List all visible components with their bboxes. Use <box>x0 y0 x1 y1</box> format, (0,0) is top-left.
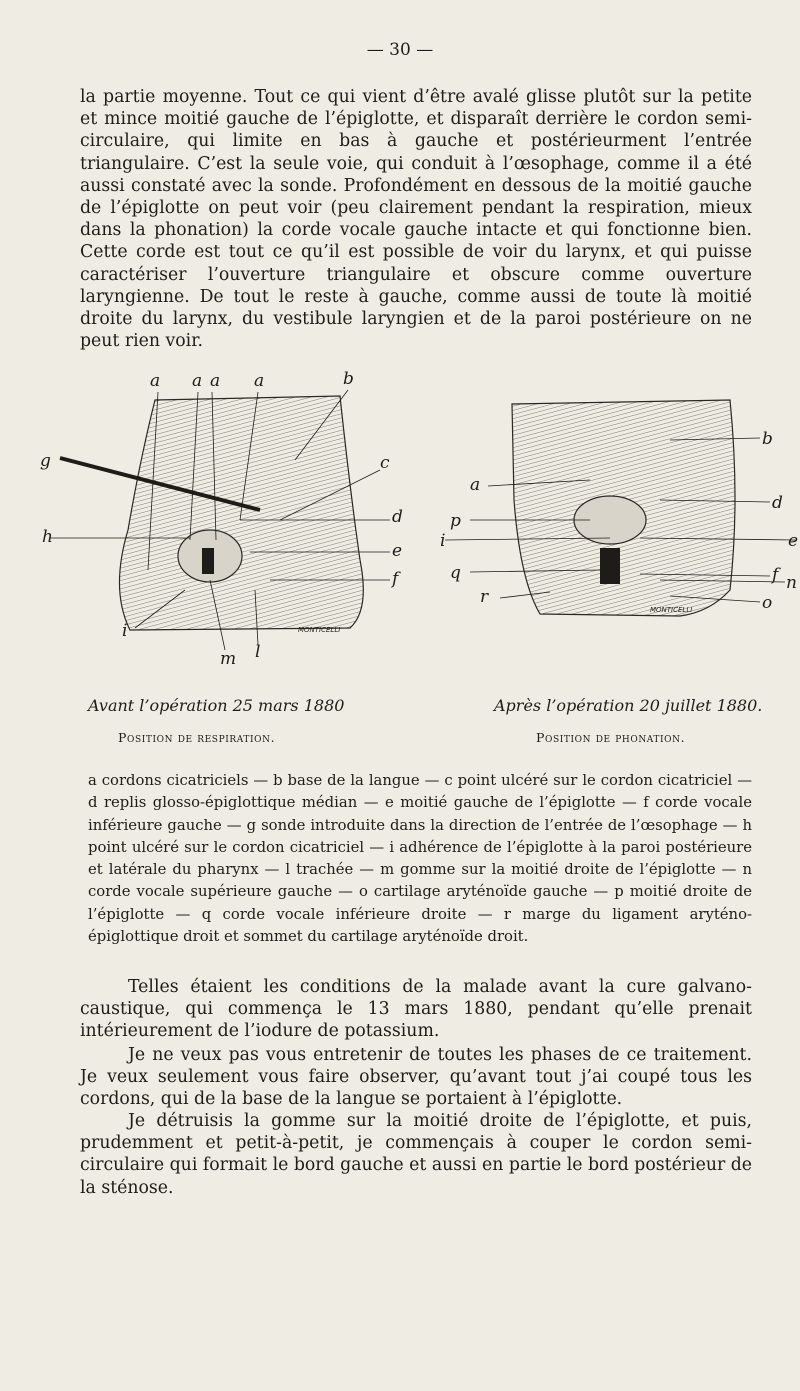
page-number: — 30 — <box>366 40 434 60</box>
label-d: d <box>392 507 403 527</box>
label-q: q <box>450 563 461 583</box>
artist-signature: MONTICELLI <box>650 606 693 614</box>
caption-before: Avant l’opération 25 mars 1880 <box>88 696 345 715</box>
paragraph-3: Je ne veux pas vous entretenir de toutes les phases de ce traitement. Je veux seulement vous faire observer, qu’avant tout j’ai coupé tous les cordons, qui de la base de la langue se portaient à l’épiglotte. <box>80 1045 752 1110</box>
label-p: p <box>450 511 461 531</box>
label-o: o <box>762 593 773 613</box>
figure-after-operation <box>440 380 800 640</box>
label-a-2: a <box>192 371 203 391</box>
figure-before-operation <box>40 370 440 680</box>
label-f: f <box>392 569 399 589</box>
label-d: d <box>772 493 783 513</box>
label-a: a <box>470 475 481 495</box>
label-c: c <box>380 453 390 473</box>
label-l: l <box>255 642 261 662</box>
label-a-3: a <box>210 371 221 391</box>
title-phonation: Position de phonation. <box>536 730 686 745</box>
label-a-4: a <box>254 371 265 391</box>
paragraph-2: Telles étaient les conditions de la malade avant la cure galvano-caustique, qui commença le 13 mars 1880, pendant qu’elle prenait intérieurement de l’iodure de potassium. <box>80 977 752 1042</box>
figure-legend: a cordons cicatriciels — b base de la langue — c point ulcéré sur le cordon cicatriciel — d replis glosso-épiglottique médian — e moitié gauche de l’épiglotte — f corde vocale inférieure gauche — g sonde introduite dans la direction de l’entrée de l’œsophage — h point ulcéré sur le cordon cicatriciel — i adhérence de l’épiglotte à la paroi postérieure et latérale du pharynx — l trachée — m gomme sur la moitié droite de l’épiglotte — n corde vocale supérieure gauche — o cartilage aryténoïde gauche — p moitié droite de l’épiglotte — q corde vocale inférieure droite — r marge du ligament aryténo-épiglottique droit et sommet du cartilage aryténoïde droit. <box>88 772 752 946</box>
label-h: h <box>42 527 53 547</box>
label-e: e <box>788 531 799 551</box>
label-e: e <box>392 541 403 561</box>
paragraph-1: la partie moyenne. Tout ce qui vient d’être avalé glisse plutôt sur la petite et mince moitié gauche de l’épiglotte, et disparaît derrière le cordon semi-circulaire, qui limite en bas à gauche et postérieurment l’entrée triangulaire. C’est la seule voie, qui conduit à l’œsophage, comme il a été aussi constaté avec la sonde. Profondément en dessous de la moitié gauche de l’épiglotte on peut voir (peu clairement pendant la respiration, mieux dans la phonation) la corde vocale gauche intacte et qui fonctionne bien. Cette corde est tout ce qu’il est possible de voir du larynx, et qui puisse caractériser l’ouverture triangulaire et obscure comme ouverture laryngienne. De tout le reste à gauche, comme aussi de toute là moitié droite du larynx, du vestibule laryngien et de la paroi postérieure on ne peut rien voir. <box>80 87 752 352</box>
label-a-1: a <box>150 371 161 391</box>
paragraph-4: Je détruisis la gomme sur la moitié droite de l’épiglotte, et puis, prudemment et petit-à-petit, je commençais à couper le cordon semi-circulaire qui formait le bord gauche et aussi en partie le bord postérieur de la sténose. <box>80 1111 752 1198</box>
label-m: m <box>220 649 237 669</box>
label-b: b <box>343 370 354 389</box>
label-i: i <box>440 531 446 551</box>
artist-signature: MONTICELLI <box>298 626 341 634</box>
label-n: n <box>786 573 797 593</box>
caption-after: Après l’opération 20 juillet 1880. <box>494 696 763 715</box>
label-f: f <box>772 565 779 585</box>
label-g: g <box>40 451 51 471</box>
label-i: i <box>122 621 128 641</box>
label-b: b <box>762 429 773 449</box>
label-r: r <box>480 587 489 607</box>
title-respiration: Position de respiration. <box>118 730 276 745</box>
